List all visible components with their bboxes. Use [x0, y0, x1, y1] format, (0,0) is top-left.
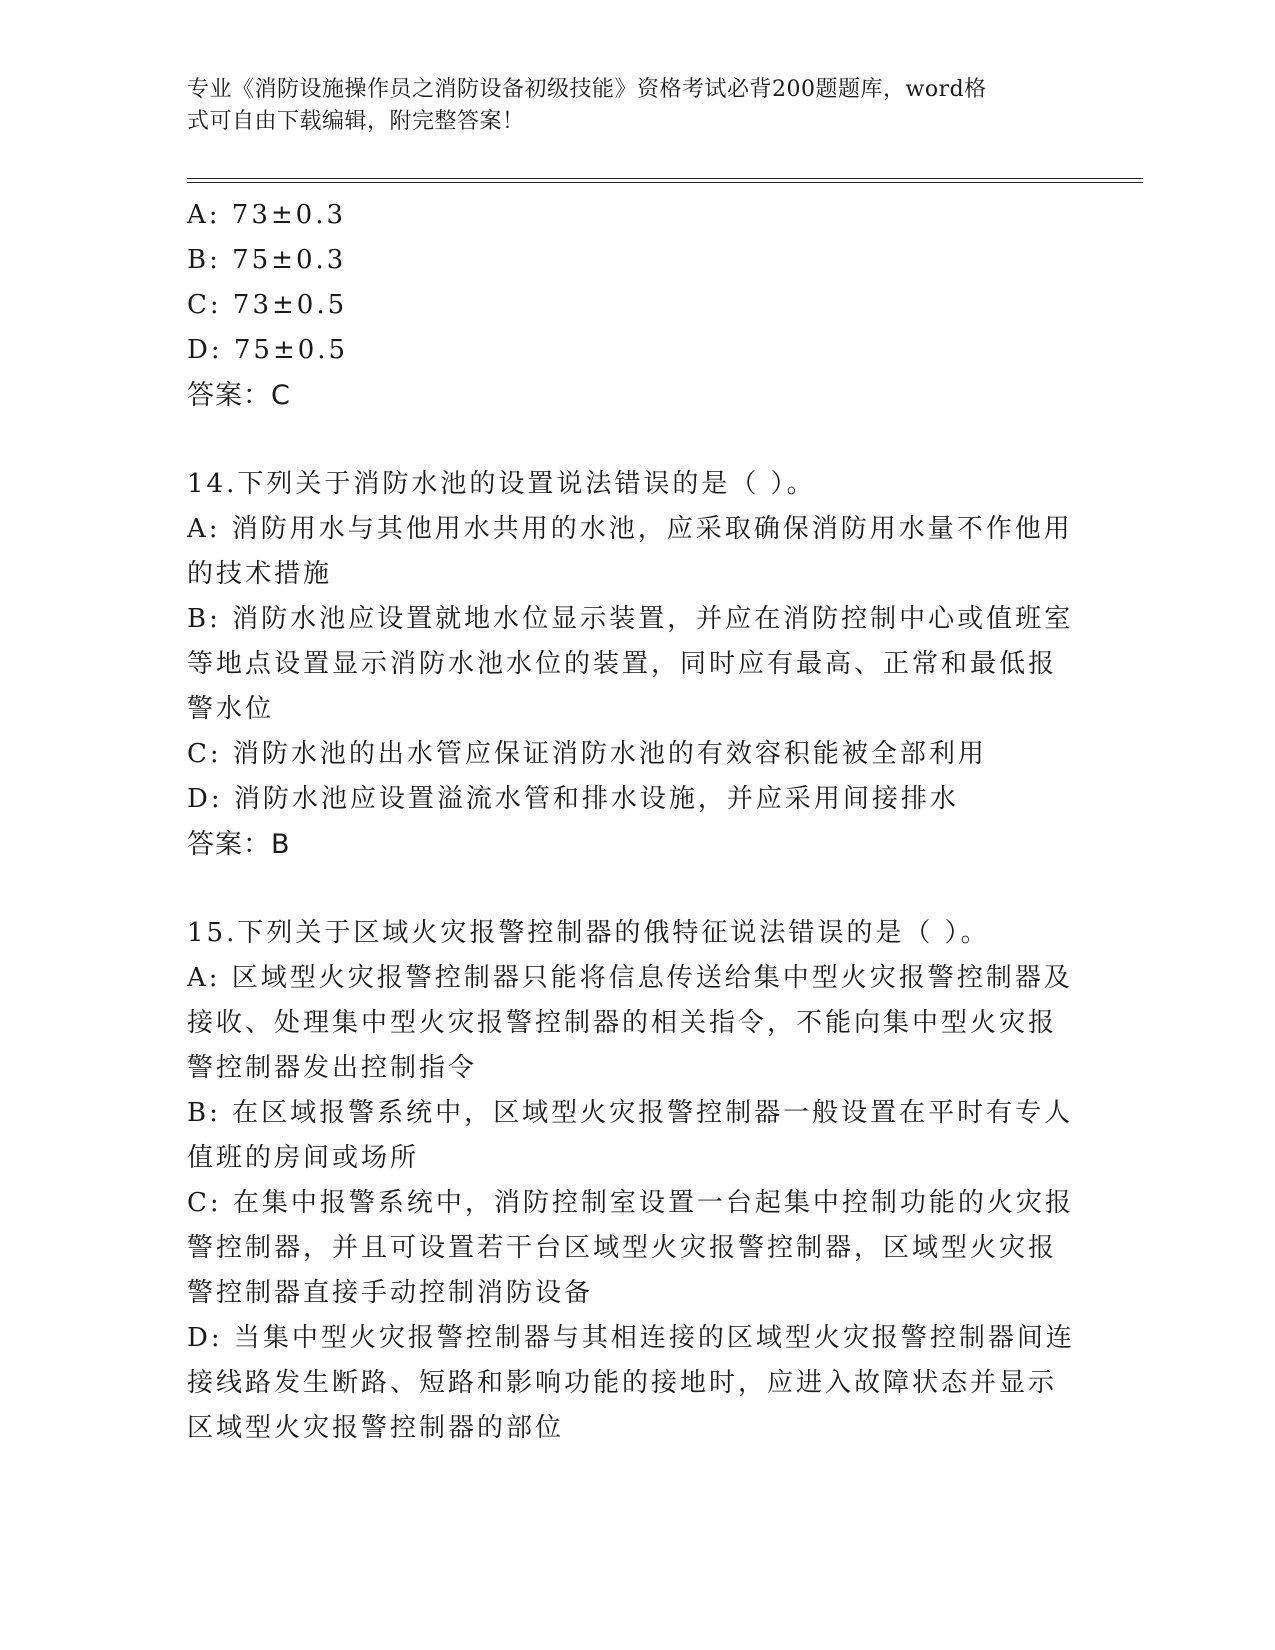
option-c: C: 73±0.5	[187, 290, 348, 320]
option-d-line-1: D: 消防水池应设置溢流水管和排水设施，并应采用间接排水	[187, 784, 959, 814]
option-a-line-3: 警控制器发出控制指令	[187, 1053, 478, 1083]
option-a-line-1: A: 区域型火灾报警控制器只能将信息传送给集中型火灾报警控制器及	[187, 963, 1073, 993]
question-14	[187, 462, 1074, 868]
option-d: D: 75±0.5	[187, 335, 349, 365]
option-b-line-2: 等地点设置显示消防水池水位的装置，同时应有最高、正常和最低报	[187, 649, 1058, 679]
option-d-line-3: 区域型火灾报警控制器的部位	[187, 1413, 565, 1443]
question-13	[187, 193, 1067, 419]
header-divider	[187, 178, 1143, 179]
header-divider-second	[187, 182, 1143, 183]
option-c-line-1: C: 在集中报警系统中，消防控制室设置一台起集中控制功能的火灾报	[187, 1188, 1074, 1218]
option-a-line-2: 接收、处理集中型火灾报警控制器的相关指令，不能向集中型火灾报	[187, 1008, 1058, 1038]
question-stem: 15.下列关于区域火灾报警控制器的俄特征说法错误的是（ ）。	[187, 918, 990, 948]
header-line-1: 专业《消防设施操作员之消防设备初级技能》资格考试必背200题题库，word格	[187, 77, 987, 102]
option-b-line-3: 警水位	[187, 694, 275, 724]
option-c-line-3: 警控制器直接手动控制消防设备	[187, 1278, 594, 1308]
option-a: A: 73±0.3	[187, 200, 347, 230]
option-d-line-2: 接线路发生断路、短路和影响功能的接地时，应进入故障状态并显示	[187, 1368, 1058, 1398]
answer-label: 答案：C	[187, 380, 291, 411]
option-c-line-2: 警控制器，并且可设置若干台区域型火灾报警控制器，区域型火灾报	[187, 1233, 1058, 1263]
document-header	[187, 74, 1067, 138]
question-stem: 14.下列关于消防水池的设置说法错误的是（ ）。	[187, 469, 816, 499]
document-body	[187, 193, 1075, 1451]
option-c-line-1: C: 消防水池的出水管应保证消防水池的有效容积能被全部利用	[187, 739, 987, 769]
option-a-line-2: 的技术措施	[187, 559, 333, 589]
option-b: B: 75±0.3	[187, 245, 347, 275]
question-15	[187, 911, 1075, 1451]
option-b-line-1: B: 消防水池应设置就地水位显示装置，并应在消防控制中心或值班室	[187, 604, 1074, 634]
header-line-2: 式可自由下载编辑，附完整答案！	[187, 109, 525, 134]
answer-label: 答案：B	[187, 829, 291, 860]
option-d-line-1: D: 当集中型火灾报警控制器与其相连接的区域型火灾报警控制器间连	[187, 1323, 1075, 1353]
option-b-line-2: 值班的房间或场所	[187, 1143, 420, 1173]
option-a-line-1: A: 消防用水与其他用水共用的水池，应采取确保消防用水量不作他用	[187, 514, 1073, 544]
option-b-line-1: B: 在区域报警系统中，区域型火灾报警控制器一般设置在平时有专人	[187, 1098, 1074, 1128]
